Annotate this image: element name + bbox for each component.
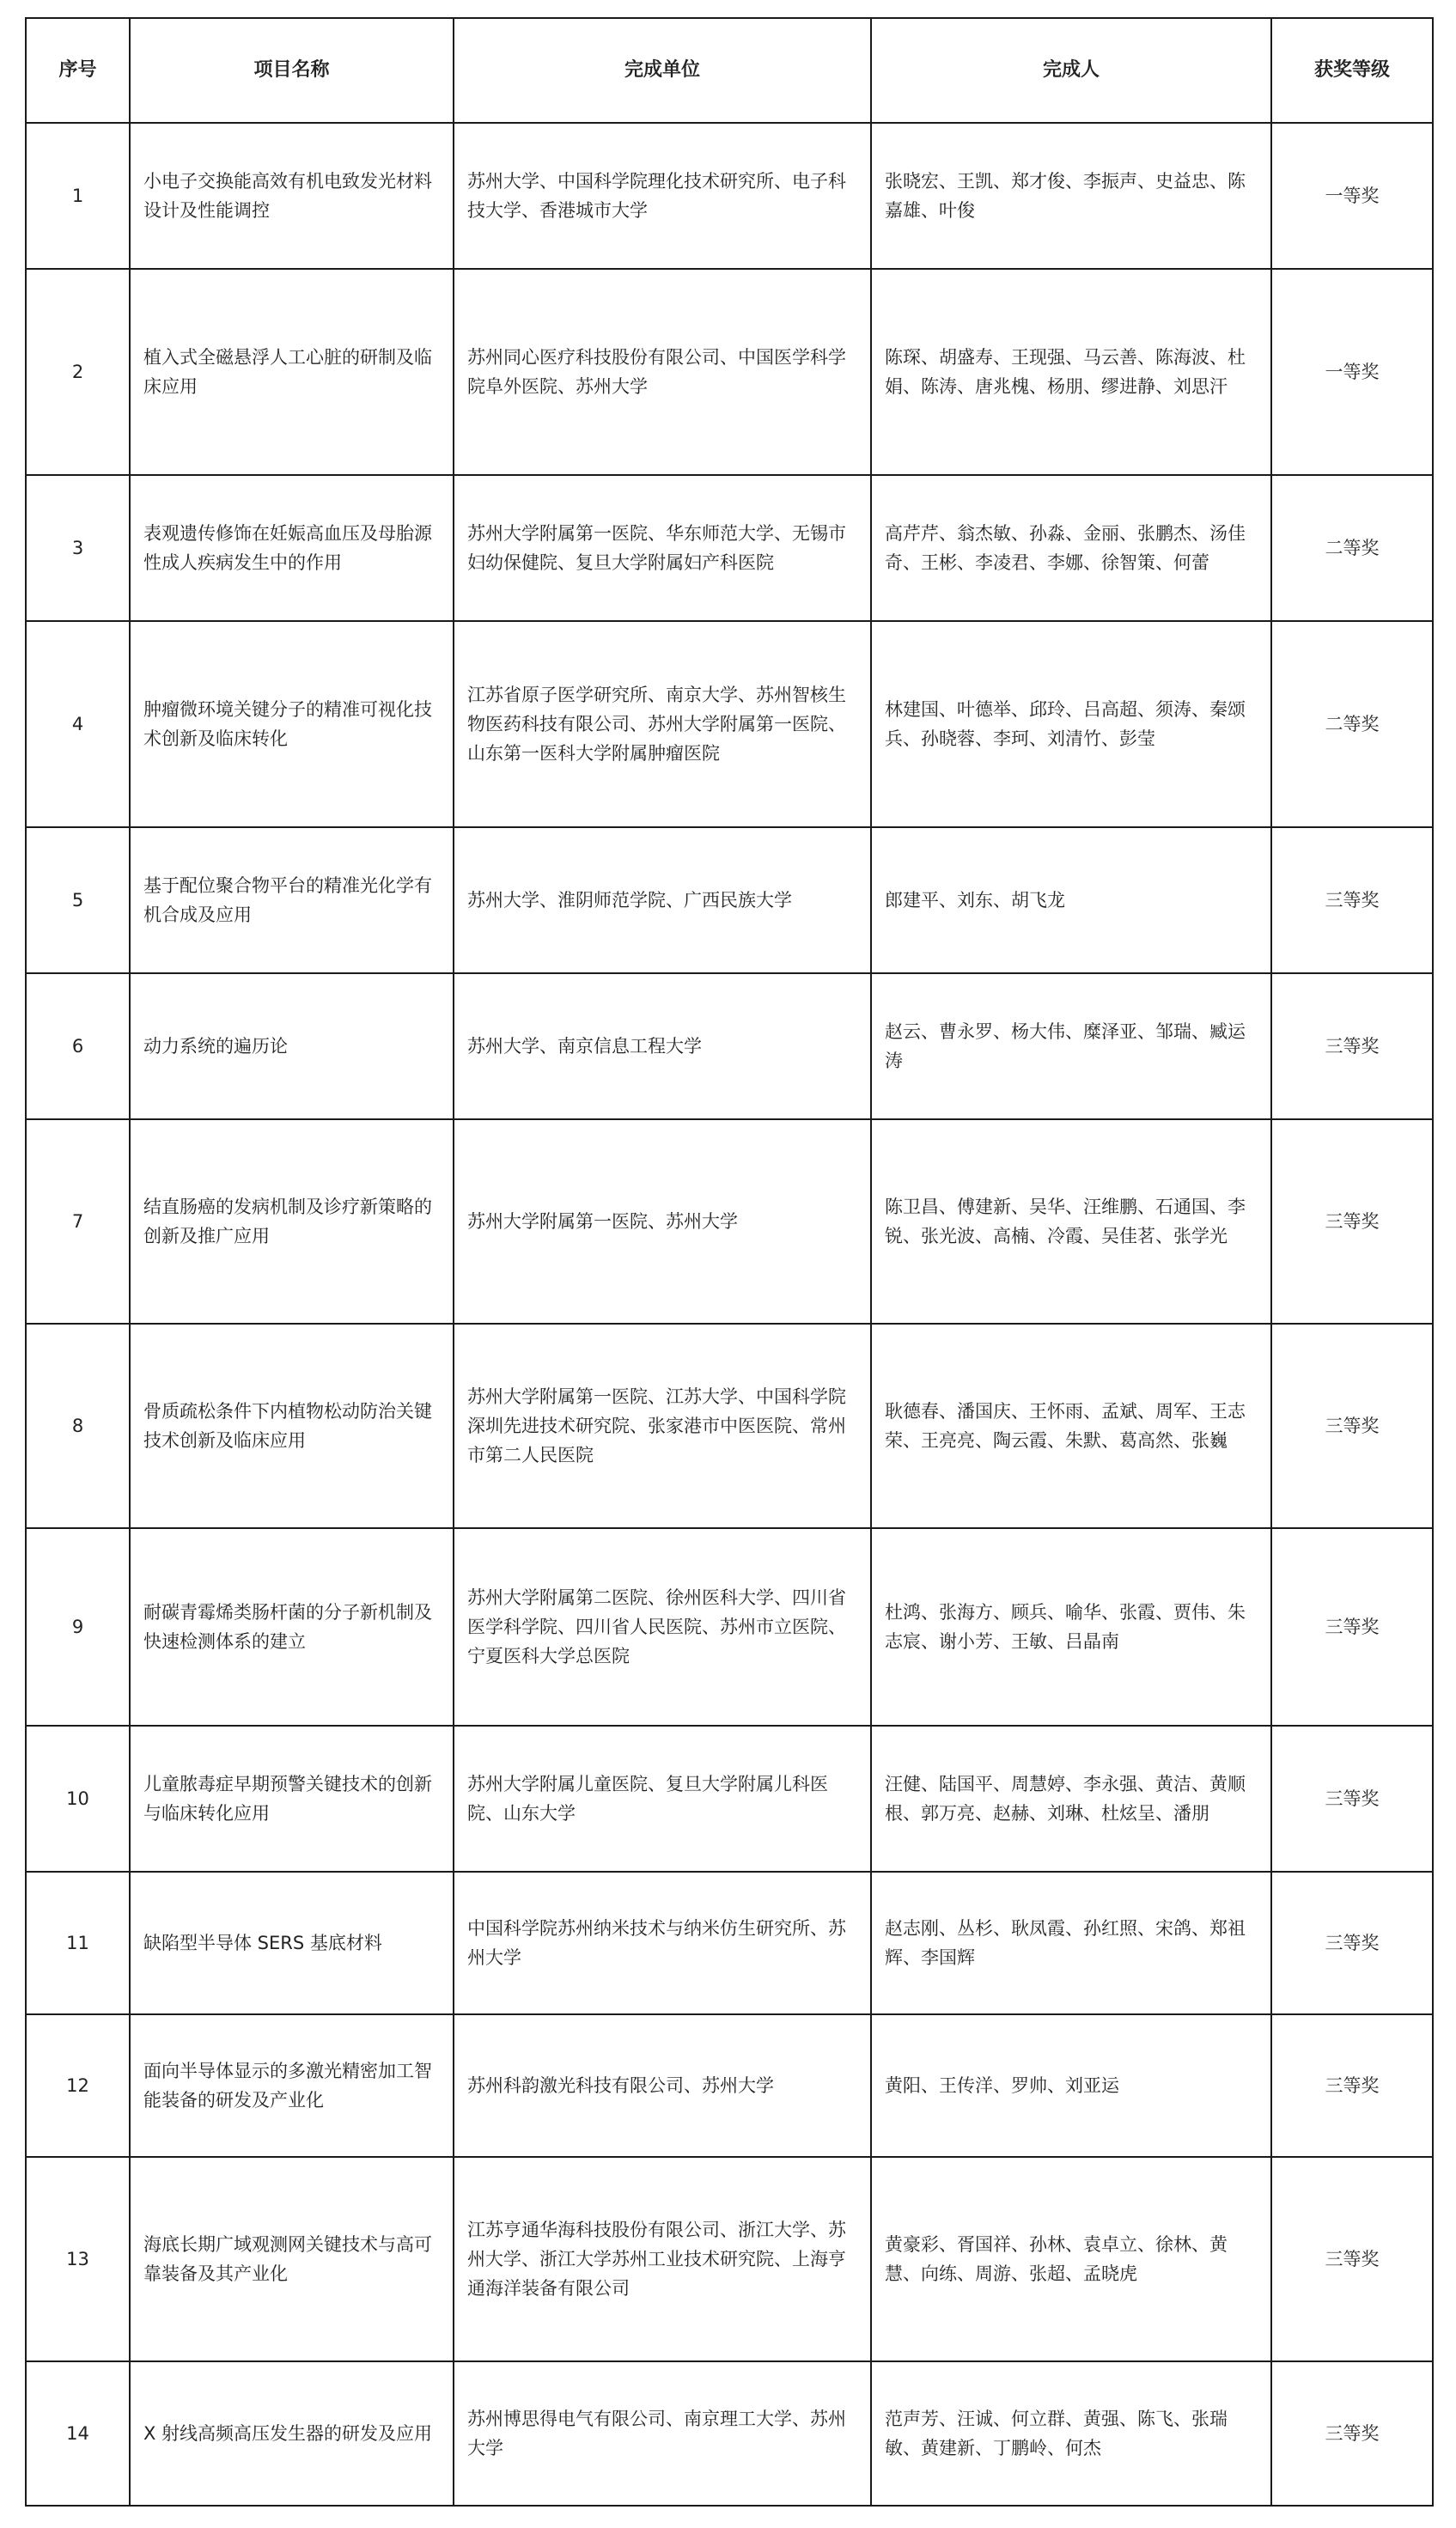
row-grade: 三等奖 <box>1271 1726 1433 1872</box>
table-row <box>26 475 1433 621</box>
row-project: 结直肠癌的发病机制及诊疗新策略的创新及推广应用 <box>130 1119 454 1324</box>
row-units: 苏州大学附属儿童医院、复旦大学附属儿科医院、山东大学 <box>454 1726 871 1872</box>
table-row <box>26 123 1433 269</box>
row-persons: 耿德春、潘国庆、王怀雨、孟斌、周军、王志荣、王亮亮、陶云霞、朱默、葛高然、张巍 <box>871 1324 1271 1528</box>
header-grade: 获奖等级 <box>1271 18 1433 123</box>
header-row <box>26 18 1433 123</box>
row-project: 表观遗传修饰在妊娠高血压及母胎源性成人疾病发生中的作用 <box>130 475 454 621</box>
row-persons: 汪健、陆国平、周慧婷、李永强、黄洁、黄顺根、郭万亮、赵赫、刘琳、杜炫呈、潘朋 <box>871 1726 1271 1872</box>
row-index: 1 <box>26 123 130 269</box>
row-persons: 陈琛、胡盛寿、王现强、马云善、陈海波、杜娟、陈涛、唐兆槐、杨朋、缪进静、刘思汗 <box>871 269 1271 475</box>
row-persons: 黄阳、王传洋、罗帅、刘亚运 <box>871 2014 1271 2157</box>
row-persons: 赵志刚、丛杉、耿凤霞、孙红照、宋鸽、郑祖辉、李国辉 <box>871 1872 1271 2014</box>
row-project: 基于配位聚合物平台的精准光化学有机合成及应用 <box>130 827 454 973</box>
row-persons: 高芹芹、翁杰敏、孙淼、金丽、张鹏杰、汤佳奇、王彬、李凌君、李娜、徐智策、何蕾 <box>871 475 1271 621</box>
row-project: 小电子交换能高效有机电致发光材料设计及性能调控 <box>130 123 454 269</box>
row-project: 耐碳青霉烯类肠杆菌的分子新机制及快速检测体系的建立 <box>130 1528 454 1726</box>
row-project: 肿瘤微环境关键分子的精准可视化技术创新及临床转化 <box>130 621 454 827</box>
row-project: 动力系统的遍历论 <box>130 973 454 1119</box>
row-grade: 三等奖 <box>1271 1324 1433 1528</box>
row-grade: 三等奖 <box>1271 1872 1433 2014</box>
table-row <box>26 621 1433 827</box>
row-persons: 范声芳、汪诚、何立群、黄强、陈飞、张瑞敏、黄建新、丁鹏岭、何杰 <box>871 2361 1271 2506</box>
row-grade: 三等奖 <box>1271 1119 1433 1324</box>
row-units: 苏州大学、中国科学院理化技术研究所、电子科技大学、香港城市大学 <box>454 123 871 269</box>
row-index: 9 <box>26 1528 130 1726</box>
table-row <box>26 1726 1433 1872</box>
row-grade: 一等奖 <box>1271 123 1433 269</box>
row-units: 江苏亨通华海科技股份有限公司、浙江大学、苏州大学、浙江大学苏州工业技术研究院、上海亨通海洋装备有限公司 <box>454 2157 871 2361</box>
awards-table <box>25 17 1434 2507</box>
header-persons: 完成人 <box>871 18 1271 123</box>
row-units: 苏州大学、淮阴师范学院、广西民族大学 <box>454 827 871 973</box>
row-index: 12 <box>26 2014 130 2157</box>
row-units: 苏州大学附属第一医院、江苏大学、中国科学院深圳先进技术研究院、张家港市中医医院、常州市第二人民医院 <box>454 1324 871 1528</box>
row-persons: 黄豪彩、胥国祥、孙林、袁卓立、徐林、黄慧、向练、周游、张超、孟晓虎 <box>871 2157 1271 2361</box>
row-index: 2 <box>26 269 130 475</box>
row-index: 3 <box>26 475 130 621</box>
header-project: 项目名称 <box>130 18 454 123</box>
row-index: 13 <box>26 2157 130 2361</box>
row-project: 海底长期广域观测网关键技术与高可靠装备及其产业化 <box>130 2157 454 2361</box>
row-index: 14 <box>26 2361 130 2506</box>
row-grade: 三等奖 <box>1271 827 1433 973</box>
table-row <box>26 1872 1433 2014</box>
table-row <box>26 973 1433 1119</box>
table-row <box>26 1528 1433 1726</box>
row-project: X 射线高频高压发生器的研发及应用 <box>130 2361 454 2506</box>
row-index: 7 <box>26 1119 130 1324</box>
row-index: 8 <box>26 1324 130 1528</box>
row-project: 骨质疏松条件下内植物松动防治关键技术创新及临床应用 <box>130 1324 454 1528</box>
table-row <box>26 1119 1433 1324</box>
row-index: 11 <box>26 1872 130 2014</box>
row-units: 苏州大学附属第一医院、华东师范大学、无锡市妇幼保健院、复旦大学附属妇产科医院 <box>454 475 871 621</box>
row-persons: 张晓宏、王凯、郑才俊、李振声、史益忠、陈嘉雄、叶俊 <box>871 123 1271 269</box>
row-index: 4 <box>26 621 130 827</box>
table-row <box>26 827 1433 973</box>
row-index: 5 <box>26 827 130 973</box>
row-units: 苏州同心医疗科技股份有限公司、中国医学科学院阜外医院、苏州大学 <box>454 269 871 475</box>
row-persons: 陈卫昌、傅建新、吴华、汪维鹏、石通国、李锐、张光波、高楠、冷霞、吴佳茗、张学光 <box>871 1119 1271 1324</box>
row-grade: 二等奖 <box>1271 475 1433 621</box>
row-project: 儿童脓毒症早期预警关键技术的创新与临床转化应用 <box>130 1726 454 1872</box>
row-units: 中国科学院苏州纳米技术与纳米仿生研究所、苏州大学 <box>454 1872 871 2014</box>
row-units: 苏州大学附属第一医院、苏州大学 <box>454 1119 871 1324</box>
row-units: 苏州科韵激光科技有限公司、苏州大学 <box>454 2014 871 2157</box>
row-grade: 一等奖 <box>1271 269 1433 475</box>
row-grade: 二等奖 <box>1271 621 1433 827</box>
row-persons: 赵云、曹永罗、杨大伟、糜泽亚、邹瑞、臧运涛 <box>871 973 1271 1119</box>
row-grade: 三等奖 <box>1271 2361 1433 2506</box>
header-index: 序号 <box>26 18 130 123</box>
row-units: 苏州大学附属第二医院、徐州医科大学、四川省医学科学院、四川省人民医院、苏州市立医院、宁夏医科大学总医院 <box>454 1528 871 1726</box>
row-index: 6 <box>26 973 130 1119</box>
row-persons: 郎建平、刘东、胡飞龙 <box>871 827 1271 973</box>
row-persons: 林建国、叶德举、邱玲、吕高超、须涛、秦颂兵、孙晓蓉、李珂、刘清竹、彭莹 <box>871 621 1271 827</box>
row-grade: 三等奖 <box>1271 973 1433 1119</box>
row-project: 植入式全磁悬浮人工心脏的研制及临床应用 <box>130 269 454 475</box>
table-row <box>26 269 1433 475</box>
table-row <box>26 1324 1433 1528</box>
table-row <box>26 2157 1433 2361</box>
row-grade: 三等奖 <box>1271 2157 1433 2361</box>
row-index: 10 <box>26 1726 130 1872</box>
row-units: 苏州博思得电气有限公司、南京理工大学、苏州大学 <box>454 2361 871 2506</box>
row-units: 江苏省原子医学研究所、南京大学、苏州智核生物医药科技有限公司、苏州大学附属第一医院、山东第一医科大学附属肿瘤医院 <box>454 621 871 827</box>
table-row <box>26 2361 1433 2506</box>
header-units: 完成单位 <box>454 18 871 123</box>
row-persons: 杜鸿、张海方、顾兵、喻华、张霞、贾伟、朱志宸、谢小芳、王敏、吕晶南 <box>871 1528 1271 1726</box>
row-units: 苏州大学、南京信息工程大学 <box>454 973 871 1119</box>
row-grade: 三等奖 <box>1271 2014 1433 2157</box>
table-row <box>26 2014 1433 2157</box>
row-project: 缺陷型半导体 SERS 基底材料 <box>130 1872 454 2014</box>
row-grade: 三等奖 <box>1271 1528 1433 1726</box>
row-project: 面向半导体显示的多激光精密加工智能装备的研发及产业化 <box>130 2014 454 2157</box>
